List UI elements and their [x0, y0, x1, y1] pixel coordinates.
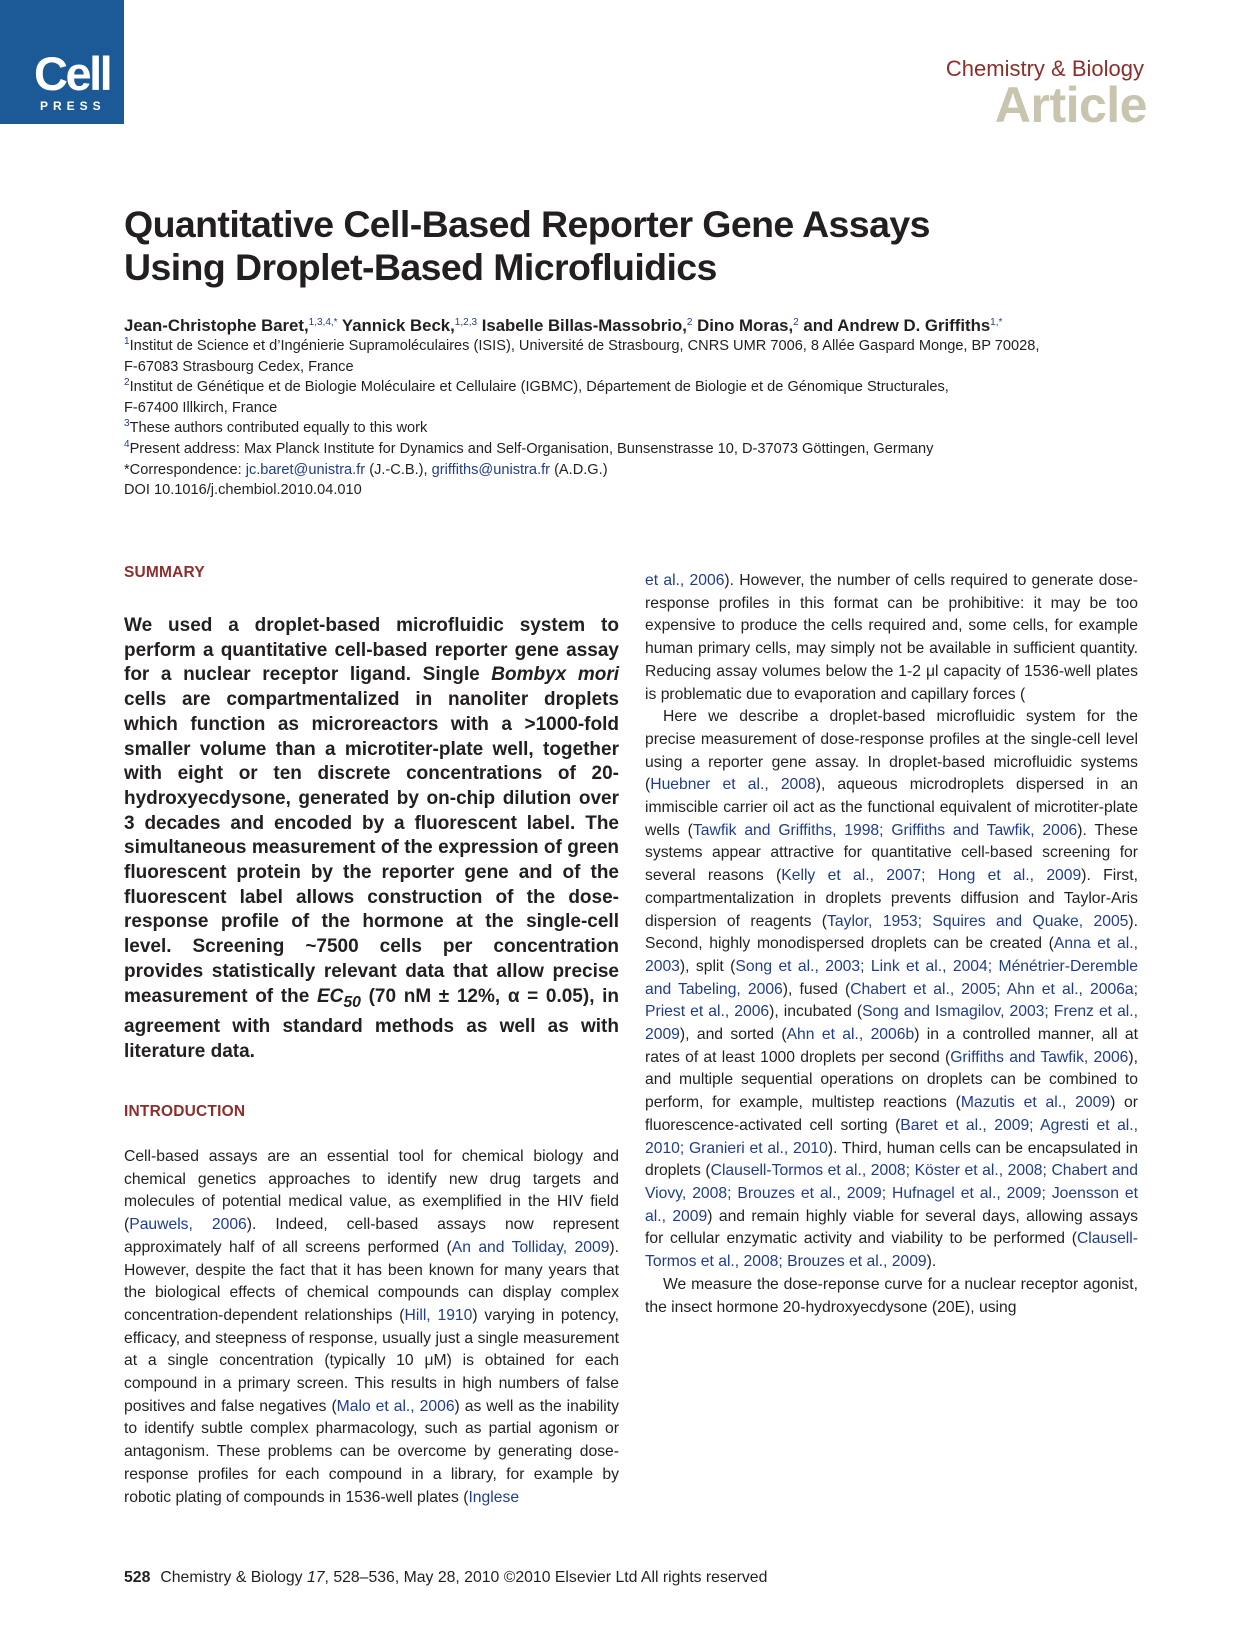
text: ). Third, human cells can be encapsulated in droplets (	[645, 1139, 1138, 1180]
author-moras: Dino Moras,	[692, 316, 794, 335]
citation-link[interactable]: Tawfik and Griffiths, 1998; Griffiths and Tawfik, 2006	[692, 821, 1078, 839]
ec50	[316, 985, 361, 1011]
author-sup[interactable]: 1,*	[990, 317, 1003, 328]
author-sup[interactable]: 2	[793, 317, 799, 328]
citation-link[interactable]: Baret et al., 2009; Agresti et al., 2010; Granieri et al., 2010	[645, 1116, 1138, 1157]
ec-sub: 50	[343, 993, 361, 1011]
citation-link[interactable]: et al., 2006	[645, 572, 725, 589]
intro-left-column	[124, 1146, 619, 1509]
citation-link[interactable]: Clausell-Tormos et al., 2008; Köster et al., 2008; Chabert and Viovy, 2008; Brouzes et al., 2009; Hufnagel et al., 2009; Joensson et al., 2009	[645, 1162, 1138, 1225]
journal-name: Chemistry & Biology	[945, 56, 1144, 81]
affiliation-1-cont: F-67083 Strasbourg Cedex, France	[124, 358, 354, 375]
author-baret: Jean-Christophe Baret,	[124, 316, 309, 335]
summary-text	[124, 614, 619, 1064]
citation-link[interactable]: Kelly et al., 2007; Hong et al., 2009	[781, 867, 1082, 885]
text: ). These systems appear attractive for quantitative cell-based screening for several reasons (	[645, 821, 1138, 885]
affiliation-2	[124, 377, 1144, 398]
summary-part: We used a droplet-based microfluidic system to perform a quantitative cell-based reporter gene assay for a nuclear receptor ligand. Single	[124, 615, 619, 686]
logo-press-text: PRESS	[40, 99, 106, 113]
summary-heading: SUMMARY	[124, 564, 205, 581]
citation-link[interactable]: Taylor, 1953; Squires and Quake, 2005	[827, 912, 1129, 930]
aff-sup: 2	[124, 377, 130, 389]
text: ) as well as the inability to identify subtle complex pharmacology, such as partial agonism or antagonism. These problems can be overcome by generating dose-response profiles for each compound in a library, for example by robotic plating of compounds in 1536-well plates (	[124, 1397, 619, 1506]
footer-volume: 17	[306, 1569, 325, 1586]
corr-mid: (J.-C.B.),	[365, 461, 432, 478]
title-line-1: Quantitative Cell-Based Reporter Gene Assays	[124, 203, 930, 245]
author-griffiths: and Andrew D. Griffiths	[798, 316, 991, 335]
article-type: Article	[994, 77, 1147, 133]
intro-paragraph-1-cont	[645, 570, 1138, 706]
correspondence	[124, 460, 1144, 481]
affiliation-2-cont: F-67400 Illkirch, France	[124, 399, 278, 416]
species-name: Bombyx mori	[491, 664, 619, 686]
text: ) varying in potency, efficacy, and steepness of response, usually just a single measurement at a single concentration (typically 10 μM) is obtained for each compound in a primary screen. This results in high numbers of false positives and false negatives (	[124, 1306, 619, 1415]
aff-text: Institut de Science et d’Ingénierie Supramoléculaires (ISIS), Université de Strasbourg, CNRS UMR 7006, 8 Allée Gaspard Monge, BP 70028,	[129, 338, 1040, 354]
introduction-heading: INTRODUCTION	[124, 1103, 246, 1120]
text: ), and sorted (	[679, 1026, 787, 1044]
text: ), and multiple sequential operations on droplets can be combined to perform, for example, multistep reactions (	[645, 1048, 1138, 1112]
citation-link[interactable]: Clausell-Tormos et al., 2008; Brouzes et al., 2009	[645, 1230, 1138, 1271]
logo-cell-text: Cell	[34, 47, 111, 100]
footer-rest: , 528–536, May 28, 2010 ©2010 Elsevier Ltd All rights reserved	[324, 1569, 768, 1586]
aff-text: These authors contributed equally to this work	[129, 420, 428, 437]
cell-press-logo	[0, 0, 124, 124]
affiliations	[124, 336, 1144, 501]
corr-suffix: (A.D.G.)	[550, 461, 608, 478]
text: ), aqueous microdroplets dispersed in an immiscible carrier oil act as the functional equivalent of microtiter-plate wells (	[645, 776, 1138, 839]
aff-sup: 1	[124, 336, 130, 347]
doi: DOI 10.1016/j.chembiol.2010.04.010	[124, 482, 362, 499]
citation-link[interactable]: Huebner et al., 2008	[650, 776, 816, 794]
text: ).	[926, 1253, 937, 1271]
author-beck: Yannick Beck,	[337, 316, 455, 335]
author-list	[124, 315, 1002, 337]
citation-link[interactable]: Inglese	[468, 1488, 520, 1506]
email-link-griffiths[interactable]: griffiths@unistra.fr	[431, 461, 551, 478]
email-link-baret[interactable]: jc.baret@unistra.fr	[245, 461, 366, 478]
article-title	[124, 203, 1124, 289]
text: ) in a controlled manner, all at rates of at least 1000 droplets per second (	[645, 1026, 1139, 1066]
ec-text: EC	[316, 985, 344, 1007]
citation-link[interactable]: Malo et al., 2006	[336, 1397, 455, 1415]
aff-text: Present address: Max Planck Institute for Dynamics and Self-Organisation, Bunsenstrasse 10, D-37073 Göttingen, Germany	[129, 440, 934, 457]
citation-link[interactable]: Chabert et al., 2005; Ahn et al., 2006a; Priest et al., 2006	[645, 980, 1139, 1021]
citation-link[interactable]: Ahn et al., 2006b	[786, 1026, 915, 1044]
text: ). Second, highly monodispersed droplets can be created (	[645, 912, 1138, 953]
citation-link[interactable]: Griffiths and Tawfik, 2006	[950, 1048, 1129, 1066]
aff-sup: 4	[124, 438, 130, 450]
citation-link[interactable]: Song et al., 2003; Link et al., 2004; Ménétrier-Deremble and Tabeling, 2006	[645, 957, 1138, 998]
intro-paragraph-1	[124, 1146, 619, 1509]
intro-right-column	[645, 570, 1138, 1319]
author-sup[interactable]: 2	[686, 317, 693, 328]
text: ) and remain highly viable for several days, allowing assays for cellular enzymatic activity and viability to be performed (	[645, 1207, 1139, 1248]
affiliation-1	[124, 336, 1144, 357]
text: ), incubated (	[769, 1003, 863, 1021]
page-number: 528	[124, 1569, 151, 1586]
citation-link[interactable]: Anna et al., 2003	[645, 935, 1138, 975]
author-billas: Isabelle Billas-Massobrio,	[477, 316, 687, 335]
citation-link[interactable]: An and Tolliday, 2009	[451, 1238, 610, 1256]
text: ) or fluorescence-activated cell sorting (	[645, 1094, 1139, 1134]
text: ). However, despite the fact that it has been known for many years that the biological effects of chemical compounds can display complex concentration-dependent relationships (	[124, 1238, 620, 1324]
text: Here we describe a droplet-based microfluidic system for the precise measurement of dose-response profiles at the single-cell level using a reporter gene assay. In droplet-based microfluidic systems (	[645, 708, 1138, 794]
text: ), fused (	[782, 980, 851, 998]
aff-sup: 3	[124, 418, 130, 430]
citation-link[interactable]: Hill, 1910	[404, 1306, 473, 1324]
citation-link[interactable]: Mazutis et al., 2009	[960, 1094, 1111, 1112]
text: ). However, the number of cells required to generate dose-response profiles in this format can be prohibitive: it may be too expensive to produce the cells required and, some cells, for example human primary cells, may simply not be available in sufficient quantity. Reducing assay volumes below the 1-2 μl capacity of 1536-well plates is problematic due to evaporation and capillary forces (	[645, 572, 1138, 703]
text: Cell-based assays are an essential tool for chemical biology and chemical genetics approaches to identify new drug targets and molecules of potential medical value, as exemplified in the HIV field (	[124, 1148, 619, 1234]
author-sup[interactable]: 1,2,3	[454, 317, 478, 328]
citation-link[interactable]: Song and Ismagilov, 2003; Frenz et al., 2009	[645, 1003, 1138, 1044]
text: ). First, compartmentalization in droplets prevents diffusion and Taylor-Aris dispersion of reagents (	[645, 867, 1138, 930]
citation-link[interactable]: Pauwels, 2006	[129, 1216, 247, 1234]
summary-part: cells are compartmentalized in nanoliter droplets which function as microreactors with a >1000-fold smaller volume than a microtiter-plate well, together with eight or ten discrete concentrations of 20-hydroxyecdysone, generated by on-chip dilution over 3 decades and encoded by a fluorescent label. The simultaneous measurement of the expression of green fluorescent protein by the reporter gene and of the fluorescent label allows construction of the dose-response profile of the hormone at the single-cell level. Screening ~7500 cells per concentration provides statistically relevant data that allow precise measurement of the	[124, 689, 619, 1007]
summary-part: (70 nM ± 12%, α = 0.05), in agreement with standard methods as well as with literature data.	[124, 985, 620, 1062]
footer-journal: Chemistry & Biology	[160, 1569, 307, 1586]
corr-prefix: *Correspondence:	[124, 461, 246, 478]
text: ). Indeed, cell-based assays now represent approximately half of all screens performed (	[124, 1216, 619, 1256]
intro-paragraph-2	[645, 706, 1138, 1274]
intro-paragraph-3: We measure the dose-reponse curve for a nuclear receptor agonist, the insect hormone 20-hydroxyecdysone (20E), using	[645, 1275, 1138, 1316]
affiliation-3	[124, 418, 1144, 439]
title-line-2: Using Droplet-Based Microfluidics	[124, 246, 717, 288]
aff-text: Institut de Génétique et de Biologie Moléculaire et Cellulaire (IGBMC), Département de Biologie et de Génomique Structurales,	[129, 379, 949, 396]
page-footer	[124, 1569, 767, 1587]
text: ), split (	[679, 957, 736, 975]
author-sup[interactable]: 1,3,4,*	[308, 317, 338, 328]
affiliation-4	[124, 439, 1144, 460]
